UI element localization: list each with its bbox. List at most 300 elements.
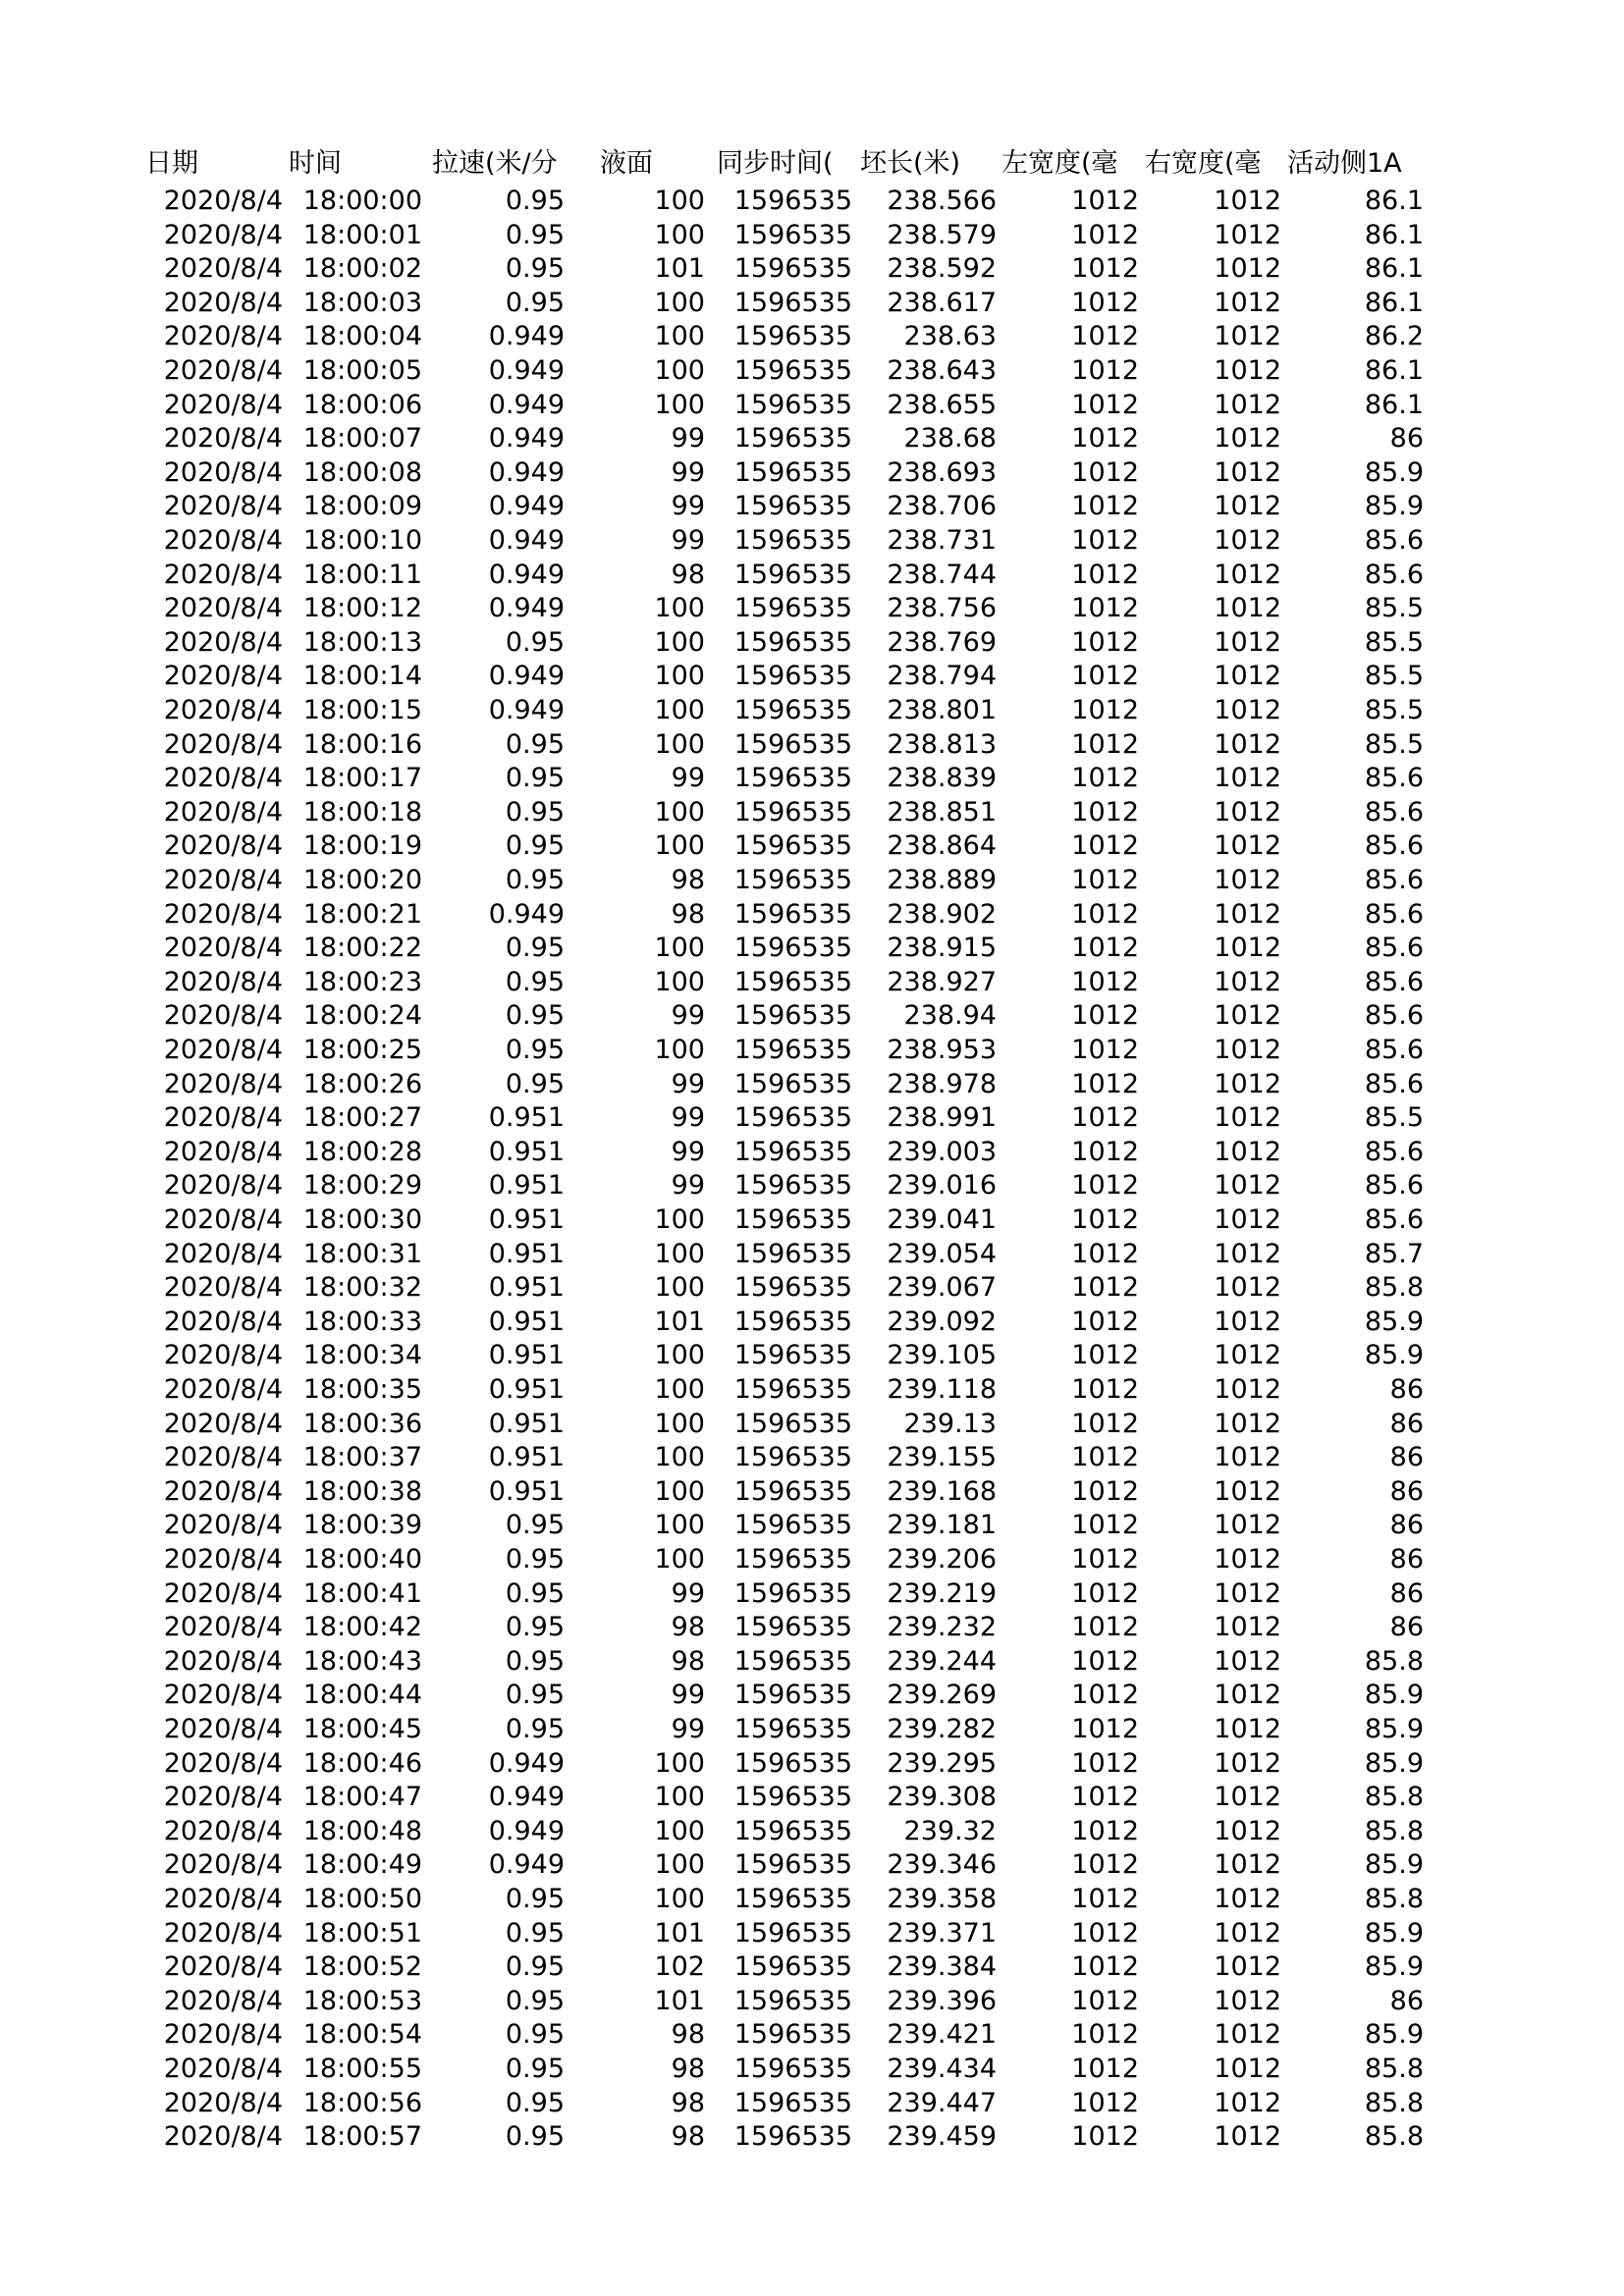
cell-sync-time: 1596535: [733, 1170, 852, 1201]
cell-right-width: 1012: [1214, 2054, 1281, 2084]
table-row: [0, 1169, 1624, 1203]
cell-casting-speed: 0.95: [505, 1985, 565, 2016]
cell-active-side-1a: 85.9: [1364, 491, 1424, 522]
cell-sync-time: 1596535: [733, 287, 852, 318]
cell-mold-level: 100: [654, 626, 705, 658]
cell-casting-speed: 0.95: [505, 2019, 565, 2051]
cell-active-side-1a: 86: [1389, 1374, 1424, 1405]
table-row: [0, 1781, 1624, 1815]
cell-sync-time: 1596535: [733, 966, 852, 997]
cell-casting-speed: 0.95: [505, 966, 565, 997]
cell-date: 2020/8/4: [163, 2054, 283, 2084]
cell-time: 18:00:30: [302, 1204, 422, 1235]
table-row: [0, 1883, 1624, 1917]
cell-mold-level: 100: [654, 661, 705, 692]
cell-time: 18:00:38: [302, 1475, 422, 1507]
cell-slab-length: 238.889: [887, 865, 997, 895]
cell-sync-time: 1596535: [733, 2054, 852, 2084]
cell-casting-speed: 0.95: [505, 1680, 565, 1711]
cell-date: 2020/8/4: [163, 1680, 283, 1711]
cell-left-width: 1012: [1071, 2054, 1139, 2084]
cell-slab-length: 239.067: [887, 1272, 997, 1304]
cell-casting-speed: 0.949: [488, 661, 565, 692]
cell-date: 2020/8/4: [163, 695, 283, 725]
cell-active-side-1a: 86.1: [1364, 389, 1424, 420]
cell-slab-length: 238.813: [887, 728, 997, 760]
cell-mold-level: 100: [654, 1884, 705, 1914]
table-row: [0, 559, 1624, 593]
cell-time: 18:00:09: [302, 491, 422, 522]
cell-sync-time: 1596535: [733, 1951, 852, 1983]
table-row: [0, 1985, 1624, 2019]
cell-right-width: 1012: [1214, 321, 1281, 352]
cell-casting-speed: 0.95: [505, 2054, 565, 2084]
table-row: [0, 1917, 1624, 1951]
cell-time: 18:00:17: [302, 763, 422, 794]
cell-sync-time: 1596535: [733, 1815, 852, 1846]
column-header-right-width: 右宽度(毫: [1145, 148, 1262, 179]
cell-left-width: 1012: [1071, 1408, 1139, 1439]
cell-left-width: 1012: [1071, 728, 1139, 760]
cell-time: 18:00:49: [302, 1849, 422, 1881]
cell-right-width: 1012: [1214, 966, 1281, 997]
cell-casting-speed: 0.95: [505, 933, 565, 964]
cell-casting-speed: 0.949: [488, 525, 565, 556]
cell-right-width: 1012: [1214, 1068, 1281, 1099]
cell-sync-time: 1596535: [733, 2121, 852, 2153]
cell-right-width: 1012: [1214, 865, 1281, 895]
cell-right-width: 1012: [1214, 695, 1281, 725]
cell-slab-length: 238.706: [887, 491, 997, 522]
cell-date: 2020/8/4: [163, 423, 283, 454]
cell-left-width: 1012: [1071, 1985, 1139, 2016]
table-row: [0, 592, 1624, 626]
table-row: [0, 1373, 1624, 1408]
cell-left-width: 1012: [1071, 1170, 1139, 1201]
cell-right-width: 1012: [1214, 1510, 1281, 1541]
cell-left-width: 1012: [1071, 898, 1139, 930]
cell-left-width: 1012: [1071, 423, 1139, 454]
cell-slab-length: 238.756: [887, 593, 997, 624]
cell-mold-level: 99: [671, 1102, 705, 1134]
cell-active-side-1a: 85.6: [1364, 1136, 1424, 1167]
cell-slab-length: 239.308: [887, 1782, 997, 1813]
cell-active-side-1a: 86.2: [1364, 321, 1424, 352]
cell-mold-level: 98: [671, 559, 705, 590]
cell-sync-time: 1596535: [733, 1442, 852, 1473]
cell-right-width: 1012: [1214, 2019, 1281, 2051]
cell-mold-level: 100: [654, 355, 705, 386]
cell-time: 18:00:02: [302, 253, 422, 285]
cell-slab-length: 239.371: [887, 1917, 997, 1949]
cell-right-width: 1012: [1214, 1374, 1281, 1405]
cell-casting-speed: 0.95: [505, 2087, 565, 2118]
cell-active-side-1a: 85.7: [1364, 1238, 1424, 1269]
table-row: [0, 1034, 1624, 1068]
cell-left-width: 1012: [1071, 933, 1139, 964]
table-row: [0, 1408, 1624, 1442]
cell-slab-length: 239.092: [887, 1306, 997, 1337]
cell-time: 18:00:52: [302, 1951, 422, 1983]
cell-date: 2020/8/4: [163, 355, 283, 386]
cell-date: 2020/8/4: [163, 456, 283, 488]
cell-left-width: 1012: [1071, 1035, 1139, 1065]
cell-mold-level: 100: [654, 219, 705, 250]
cell-time: 18:00:54: [302, 2019, 422, 2051]
table-row: [0, 490, 1624, 524]
table-row: [0, 1306, 1624, 1340]
cell-sync-time: 1596535: [733, 1475, 852, 1507]
cell-right-width: 1012: [1214, 593, 1281, 624]
cell-time: 18:00:01: [302, 219, 422, 250]
cell-date: 2020/8/4: [163, 796, 283, 828]
cell-sync-time: 1596535: [733, 1068, 852, 1099]
table-row: [0, 2018, 1624, 2053]
cell-active-side-1a: 86: [1389, 1475, 1424, 1507]
cell-mold-level: 100: [654, 389, 705, 420]
cell-date: 2020/8/4: [163, 626, 283, 658]
cell-date: 2020/8/4: [163, 1374, 283, 1405]
cell-date: 2020/8/4: [163, 830, 283, 862]
cell-casting-speed: 0.95: [505, 1068, 565, 1099]
cell-left-width: 1012: [1071, 2019, 1139, 2051]
table-row: [0, 1475, 1624, 1510]
cell-casting-speed: 0.951: [488, 1272, 565, 1304]
cell-casting-speed: 0.951: [488, 1204, 565, 1235]
cell-left-width: 1012: [1071, 1068, 1139, 1099]
cell-slab-length: 239.459: [887, 2121, 997, 2153]
table-row: [0, 2120, 1624, 2155]
cell-slab-length: 239.181: [887, 1510, 997, 1541]
cell-mold-level: 100: [654, 321, 705, 352]
cell-active-side-1a: 85.6: [1364, 830, 1424, 862]
table-row: [0, 1271, 1624, 1306]
cell-slab-length: 238.978: [887, 1068, 997, 1099]
cell-time: 18:00:28: [302, 1136, 422, 1167]
cell-casting-speed: 0.949: [488, 491, 565, 522]
table-row: [0, 185, 1624, 219]
cell-right-width: 1012: [1214, 626, 1281, 658]
cell-time: 18:00:47: [302, 1782, 422, 1813]
cell-right-width: 1012: [1214, 186, 1281, 216]
table-row: [0, 829, 1624, 864]
cell-time: 18:00:34: [302, 1340, 422, 1371]
cell-slab-length: 239.219: [887, 1577, 997, 1609]
cell-date: 2020/8/4: [163, 1544, 283, 1575]
table-row: [0, 626, 1624, 661]
cell-left-width: 1012: [1071, 796, 1139, 828]
table-row: [0, 966, 1624, 1000]
cell-left-width: 1012: [1071, 1849, 1139, 1881]
cell-active-side-1a: 85.8: [1364, 1645, 1424, 1677]
cell-date: 2020/8/4: [163, 1884, 283, 1914]
cell-mold-level: 100: [654, 1374, 705, 1405]
cell-mold-level: 100: [654, 1340, 705, 1371]
column-header-left-width: 左宽度(毫: [1001, 148, 1118, 179]
cell-sync-time: 1596535: [733, 1612, 852, 1643]
cell-left-width: 1012: [1071, 661, 1139, 692]
cell-sync-time: 1596535: [733, 1645, 852, 1677]
cell-sync-time: 1596535: [733, 593, 852, 624]
cell-mold-level: 100: [654, 1815, 705, 1846]
cell-casting-speed: 0.951: [488, 1374, 565, 1405]
table-row: [0, 762, 1624, 796]
cell-mold-level: 99: [671, 1000, 705, 1032]
cell-slab-length: 238.769: [887, 626, 997, 658]
cell-right-width: 1012: [1214, 1884, 1281, 1914]
cell-casting-speed: 0.951: [488, 1306, 565, 1337]
cell-right-width: 1012: [1214, 219, 1281, 250]
cell-mold-level: 101: [654, 1985, 705, 2016]
cell-date: 2020/8/4: [163, 1475, 283, 1507]
cell-right-width: 1012: [1214, 898, 1281, 930]
cell-casting-speed: 0.95: [505, 1884, 565, 1914]
cell-sync-time: 1596535: [733, 1238, 852, 1269]
cell-right-width: 1012: [1214, 287, 1281, 318]
cell-active-side-1a: 85.5: [1364, 695, 1424, 725]
header-row: [0, 147, 1624, 182]
cell-casting-speed: 0.95: [505, 1645, 565, 1677]
cell-mold-level: 101: [654, 1917, 705, 1949]
cell-active-side-1a: 85.6: [1364, 1068, 1424, 1099]
cell-right-width: 1012: [1214, 1340, 1281, 1371]
cell-active-side-1a: 86: [1389, 423, 1424, 454]
cell-left-width: 1012: [1071, 525, 1139, 556]
cell-active-side-1a: 85.5: [1364, 626, 1424, 658]
cell-right-width: 1012: [1214, 830, 1281, 862]
cell-date: 2020/8/4: [163, 1985, 283, 2016]
cell-sync-time: 1596535: [733, 1884, 852, 1914]
cell-date: 2020/8/4: [163, 219, 283, 250]
cell-casting-speed: 0.95: [505, 287, 565, 318]
cell-casting-speed: 0.95: [505, 1035, 565, 1065]
cell-casting-speed: 0.95: [505, 626, 565, 658]
cell-time: 18:00:21: [302, 898, 422, 930]
table-row: [0, 898, 1624, 933]
cell-active-side-1a: 86: [1389, 1612, 1424, 1643]
table-row: [0, 1509, 1624, 1543]
cell-slab-length: 239.434: [887, 2054, 997, 2084]
cell-slab-length: 238.566: [887, 186, 997, 216]
cell-sync-time: 1596535: [733, 796, 852, 828]
cell-active-side-1a: 85.6: [1364, 898, 1424, 930]
cell-left-width: 1012: [1071, 1374, 1139, 1405]
cell-casting-speed: 0.95: [505, 253, 565, 285]
cell-slab-length: 239.232: [887, 1612, 997, 1643]
cell-casting-speed: 0.949: [488, 1782, 565, 1813]
cell-sync-time: 1596535: [733, 559, 852, 590]
cell-active-side-1a: 85.9: [1364, 1747, 1424, 1779]
cell-mold-level: 100: [654, 1849, 705, 1881]
cell-casting-speed: 0.95: [505, 1714, 565, 1744]
cell-left-width: 1012: [1071, 763, 1139, 794]
cell-slab-length: 239.206: [887, 1544, 997, 1575]
cell-slab-length: 238.991: [887, 1102, 997, 1134]
cell-active-side-1a: 85.6: [1364, 1000, 1424, 1032]
table-row: [0, 1747, 1624, 1782]
cell-active-side-1a: 85.8: [1364, 1272, 1424, 1304]
cell-time: 18:00:23: [302, 966, 422, 997]
cell-sync-time: 1596535: [733, 898, 852, 930]
cell-slab-length: 238.592: [887, 253, 997, 285]
cell-casting-speed: 0.951: [488, 1340, 565, 1371]
cell-time: 18:00:56: [302, 2087, 422, 2118]
cell-slab-length: 239.118: [887, 1374, 997, 1405]
cell-active-side-1a: 85.6: [1364, 763, 1424, 794]
table-row: [0, 1238, 1624, 1272]
cell-date: 2020/8/4: [163, 1612, 283, 1643]
cell-date: 2020/8/4: [163, 1136, 283, 1167]
cell-active-side-1a: 85.5: [1364, 1102, 1424, 1134]
cell-sync-time: 1596535: [733, 1340, 852, 1371]
table-row: [0, 1611, 1624, 1645]
cell-right-width: 1012: [1214, 389, 1281, 420]
cell-date: 2020/8/4: [163, 1068, 283, 1099]
cell-mold-level: 98: [671, 2054, 705, 2084]
column-header-active-side-1a: 活动侧1A: [1287, 148, 1402, 179]
cell-active-side-1a: 85.9: [1364, 1917, 1424, 1949]
column-header-sync-time: 同步时间(: [717, 148, 834, 179]
cell-right-width: 1012: [1214, 1680, 1281, 1711]
cell-time: 18:00:11: [302, 559, 422, 590]
cell-time: 18:00:43: [302, 1645, 422, 1677]
cell-casting-speed: 0.95: [505, 865, 565, 895]
cell-active-side-1a: 85.9: [1364, 1714, 1424, 1744]
cell-casting-speed: 0.95: [505, 1577, 565, 1609]
cell-sync-time: 1596535: [733, 1374, 852, 1405]
cell-sync-time: 1596535: [733, 1849, 852, 1881]
cell-date: 2020/8/4: [163, 1645, 283, 1677]
cell-right-width: 1012: [1214, 661, 1281, 692]
table-row: [0, 1645, 1624, 1680]
cell-sync-time: 1596535: [733, 456, 852, 488]
cell-slab-length: 238.927: [887, 966, 997, 997]
table-row: [0, 1339, 1624, 1373]
table-row: [0, 1679, 1624, 1713]
cell-left-width: 1012: [1071, 559, 1139, 590]
cell-time: 18:00:16: [302, 728, 422, 760]
cell-sync-time: 1596535: [733, 321, 852, 352]
table-row: [0, 999, 1624, 1034]
cell-left-width: 1012: [1071, 1747, 1139, 1779]
table-row: [0, 1815, 1624, 1849]
table-row: [0, 1101, 1624, 1136]
cell-casting-speed: 0.95: [505, 1917, 565, 1949]
cell-casting-speed: 0.949: [488, 321, 565, 352]
cell-time: 18:00:51: [302, 1917, 422, 1949]
cell-slab-length: 238.902: [887, 898, 997, 930]
cell-time: 18:00:40: [302, 1544, 422, 1575]
cell-date: 2020/8/4: [163, 1204, 283, 1235]
cell-active-side-1a: 85.9: [1364, 1340, 1424, 1371]
cell-right-width: 1012: [1214, 1408, 1281, 1439]
cell-time: 18:00:13: [302, 626, 422, 658]
cell-slab-length: 239.346: [887, 1849, 997, 1881]
cell-right-width: 1012: [1214, 763, 1281, 794]
cell-sync-time: 1596535: [733, 1714, 852, 1744]
cell-slab-length: 238.915: [887, 933, 997, 964]
cell-slab-length: 239.105: [887, 1340, 997, 1371]
cell-active-side-1a: 86.1: [1364, 186, 1424, 216]
cell-time: 18:00:10: [302, 525, 422, 556]
cell-slab-length: 238.851: [887, 796, 997, 828]
cell-mold-level: 98: [671, 1645, 705, 1677]
cell-right-width: 1012: [1214, 1475, 1281, 1507]
cell-sync-time: 1596535: [733, 423, 852, 454]
cell-sync-time: 1596535: [733, 1000, 852, 1032]
cell-left-width: 1012: [1071, 1475, 1139, 1507]
cell-active-side-1a: 85.8: [1364, 2087, 1424, 2118]
cell-time: 18:00:45: [302, 1714, 422, 1744]
cell-date: 2020/8/4: [163, 525, 283, 556]
cell-right-width: 1012: [1214, 933, 1281, 964]
cell-left-width: 1012: [1071, 456, 1139, 488]
table-row: [0, 1068, 1624, 1102]
cell-sync-time: 1596535: [733, 763, 852, 794]
cell-slab-length: 238.801: [887, 695, 997, 725]
cell-time: 18:00:42: [302, 1612, 422, 1643]
table-row: [0, 422, 1624, 456]
cell-casting-speed: 0.95: [505, 1612, 565, 1643]
cell-slab-length: 238.794: [887, 661, 997, 692]
cell-date: 2020/8/4: [163, 1917, 283, 1949]
cell-slab-length: 239.447: [887, 2087, 997, 2118]
cell-slab-length: 239.269: [887, 1680, 997, 1711]
cell-sync-time: 1596535: [733, 253, 852, 285]
cell-casting-speed: 0.95: [505, 1951, 565, 1983]
cell-mold-level: 99: [671, 456, 705, 488]
cell-left-width: 1012: [1071, 1306, 1139, 1337]
cell-right-width: 1012: [1214, 355, 1281, 386]
cell-right-width: 1012: [1214, 1272, 1281, 1304]
cell-time: 18:00:06: [302, 389, 422, 420]
cell-slab-length: 239.295: [887, 1747, 997, 1779]
cell-mold-level: 99: [671, 525, 705, 556]
cell-active-side-1a: 85.5: [1364, 593, 1424, 624]
cell-left-width: 1012: [1071, 1917, 1139, 1949]
cell-time: 18:00:41: [302, 1577, 422, 1609]
cell-active-side-1a: 85.9: [1364, 1849, 1424, 1881]
cell-slab-length: 239.358: [887, 1884, 997, 1914]
cell-left-width: 1012: [1071, 1815, 1139, 1846]
cell-mold-level: 100: [654, 1510, 705, 1541]
cell-active-side-1a: 86.1: [1364, 253, 1424, 285]
cell-slab-length: 238.744: [887, 559, 997, 590]
cell-active-side-1a: 86: [1389, 1985, 1424, 2016]
cell-mold-level: 98: [671, 865, 705, 895]
cell-casting-speed: 0.951: [488, 1442, 565, 1473]
cell-sync-time: 1596535: [733, 1510, 852, 1541]
cell-time: 18:00:35: [302, 1374, 422, 1405]
table-row: [0, 1203, 1624, 1238]
cell-mold-level: 99: [671, 1068, 705, 1099]
cell-active-side-1a: 85.8: [1364, 2054, 1424, 2084]
cell-active-side-1a: 86.1: [1364, 355, 1424, 386]
cell-active-side-1a: 86: [1389, 1510, 1424, 1541]
column-header-date: 日期: [145, 148, 198, 179]
cell-slab-length: 238.839: [887, 763, 997, 794]
cell-right-width: 1012: [1214, 1917, 1281, 1949]
cell-casting-speed: 0.949: [488, 1747, 565, 1779]
cell-active-side-1a: 85.5: [1364, 661, 1424, 692]
cell-slab-length: 239.32: [903, 1815, 997, 1846]
cell-time: 18:00:04: [302, 321, 422, 352]
cell-slab-length: 239.016: [887, 1170, 997, 1201]
cell-time: 18:00:50: [302, 1884, 422, 1914]
cell-date: 2020/8/4: [163, 1815, 283, 1846]
cell-right-width: 1012: [1214, 1102, 1281, 1134]
cell-left-width: 1012: [1071, 1238, 1139, 1269]
